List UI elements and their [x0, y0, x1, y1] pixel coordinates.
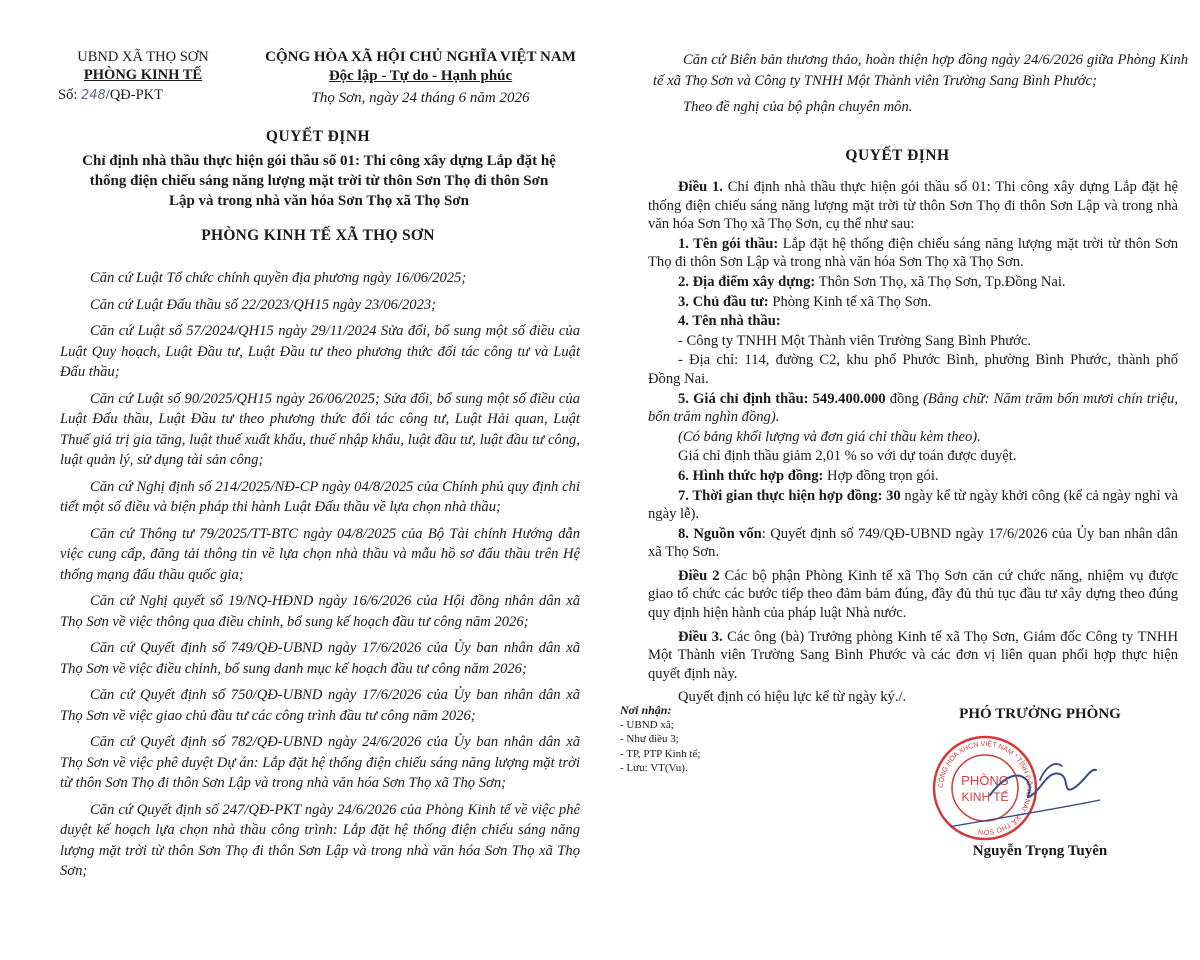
- signer-title: PHÓ TRƯỞNG PHÒNG: [959, 706, 1121, 722]
- price-discount: Giá chỉ định thầu giảm 2,01 % so với dự toán được duyệt.: [678, 448, 1017, 465]
- basis-item: Căn cứ Luật số 57/2024/QH15 ngày 29/11/2024 Sửa đổi, bổ sung một số điều của Luật Quy hoạch, Luật Đầu tư, Luật Đầu tư theo phương thức đối tác công tư và Luật Đấu thầu;: [60, 323, 580, 380]
- recipients-heading: Nơi nhận:: [620, 703, 672, 717]
- funding-source: 8. Nguồn vốn: Quyết định số 749/QĐ-UBND ngày 17/6/2026 của Ủy ban nhân dân xã Thọ Sơn.: [648, 525, 1178, 561]
- basis-item: Căn cứ Biên bản thương thảo, hoàn thiện hợp đồng ngày 24/6/2026 giữa Phòng Kinh tế xã Thọ Sơn và Công ty TNHH Một Thành viên Trường Sang Bình Phước;: [653, 52, 1188, 89]
- basis-item: Theo đề nghị của bộ phận chuyên môn.: [683, 99, 913, 115]
- basis-item: Căn cứ Luật số 90/2025/QH15 ngày 26/06/2025; Sửa đổi, bổ sung một số điều của Luật Đấu thầu, Luật Đầu tư theo phương thức đối tác công tư, Luật Hải quan, Luật Thuế giá trị gia tăng, luật thuế xuất khẩu, thuế nhập khẩu, luật đầu tư, luật đầu tư công, luật quản lý, sử dụng tài sản công;: [60, 390, 580, 468]
- issuer-header: [58, 48, 228, 105]
- article-3: Điều 3. Các ông (bà) Trưởng phòng Kinh tế xã Thọ Sơn, Giám đốc Công ty TNHH Một Thành viên Trường Sang Bình Phước và các đơn vị liên quan phối hợp thực hiện quyết định này.: [648, 628, 1179, 682]
- recipient-item: - UBND xã;: [620, 718, 674, 731]
- recipient-item: - Lưu: VT(Vu).: [620, 762, 688, 774]
- seal-ring-text: CỘNG HÒA XHCN VIỆT NAM * TỈNH ĐỒNG NAI * XÃ THỌ SƠN: [937, 740, 1033, 836]
- recipient-item: - TP, PTP Kinh tế;: [620, 747, 701, 760]
- basis-item: Căn cứ Thông tư 79/2025/TT-BTC ngày 04/8/2025 của Bộ Tài chính Hướng dẫn việc cung cấp, đăng tải thông tin về lựa chọn nhà thầu và mẫu hồ sơ đấu thầu trên Hệ thống mạng đấu thầu quốc gia;: [60, 525, 580, 583]
- basis-item: Căn cứ Luật Tổ chức chính quyền địa phương ngày 16/06/2025;: [90, 270, 467, 286]
- right-legal-basis: [653, 50, 1188, 124]
- contractor-name: - Công ty TNHH Một Thành viên Trường Sang Bình Phước.: [678, 332, 1032, 349]
- place-date: Thọ Sơn, ngày 24 tháng 6 năm 2026: [311, 90, 530, 106]
- agency-name: UBND XÃ THỌ SƠN: [77, 49, 209, 65]
- seal-center-line-2: KINH TẾ: [961, 790, 1009, 804]
- contract-duration: 7. Thời gian thực hiện hợp đồng: 30 ngày kể từ ngày khởi công (kể cả ngày nghỉ và ngày lễ).: [648, 487, 1178, 523]
- effective-clause: Quyết định có hiệu lực kể từ ngày ký./.: [678, 689, 907, 706]
- recipient-item: - Như điều 3;: [620, 733, 679, 745]
- seal-center-line-1: PHÒNG: [961, 773, 1009, 788]
- basis-item: Căn cứ Quyết định số 749/QĐ-UBND ngày 17/6/2026 của Ủy ban nhân dân xã Thọ Sơn về việc điều chỉnh, bổ sung danh mục kế hoạch đầu tư công năm 2026;: [60, 640, 580, 677]
- basis-item: Căn cứ Luật Đấu thầu số 22/2023/QH15 ngày 23/06/2023;: [90, 296, 437, 313]
- signer-name: Nguyễn Trọng Tuyên: [972, 843, 1108, 859]
- document-subject: Chỉ định nhà thầu thực hiện gói thầu số 01: Thi công xây dựng Lắp đặt hệ thống điện chiếu sáng năng lượng mặt trời từ thôn Sơn Thọ đi thôn Sơn Lập và trong nhà văn hóa Sơn Thọ xã Thọ Sơn: [82, 153, 556, 209]
- contract-price: 5. Giá chỉ định thầu: 549.400.000 đồng (Bằng chữ: Năm trăm bốn mươi chín triệu, bốn trăm nghìn đồng).: [648, 390, 1178, 426]
- basis-item: Căn cứ Nghị quyết số 19/NQ-HĐND ngày 16/6/2026 của Hội đồng nhân dân xã Thọ Sơn về việc thông qua điều chỉnh, bổ sung kế hoạch đầu tư công năm 2026;: [60, 593, 580, 630]
- package-name: 1. Tên gói thầu: Lắp đặt hệ thống điện chiếu sáng năng lượng mặt trời từ thôn Sơn Thọ đi thôn Sơn Lập và trong nhà văn hóa Sơn Thọ xã Thọ Sơn.: [648, 235, 1179, 271]
- legal-basis-list: [60, 268, 580, 888]
- project-owner: 3. Chủ đầu tư: Phòng Kinh tế xã Thọ Sơn.: [678, 293, 932, 310]
- construction-site: 2. Địa điểm xây dựng: Thôn Sơn Thọ, xã Thọ Sơn, Tp.Đồng Nai.: [678, 273, 1066, 290]
- document-title: QUYẾT ĐỊNH: [265, 128, 371, 145]
- basis-item: Căn cứ Nghị định số 214/2025/NĐ-CP ngày 04/8/2025 của Chính phủ quy định chi tiết một số điều và biện pháp thi hành Luật Đấu thầu về lựa chọn nhà thầu;: [60, 478, 580, 515]
- price-note: (Có bảng khối lượng và đơn giá chỉ thầu kèm theo).: [678, 428, 981, 445]
- article-2: Điều 2 Các bộ phận Phòng Kinh tế xã Thọ Sơn căn cứ chức năng, nhiệm vụ được giao tổ chức các bước tiếp theo đảm bảm đúng, đầy đủ thủ tục đầu tư xây dựng theo đúng quy định hiện hành của pháp luật Nhà nước.: [648, 567, 1178, 622]
- contractor-heading: 4. Tên nhà thầu:: [678, 313, 781, 330]
- department-name: PHÒNG KINH TẾ: [83, 67, 203, 83]
- nation-name: CỘNG HÒA XÃ HỘI CHỦ NGHĨA VIỆT NAM: [265, 49, 576, 65]
- issuing-authority: PHÒNG KINH TẾ XÃ THỌ SƠN: [201, 227, 435, 244]
- decision-articles: [648, 178, 1178, 708]
- recipients-list: [620, 703, 820, 776]
- basis-item: Căn cứ Quyết định số 750/QĐ-UBND ngày 17/6/2026 của Ủy ban nhân dân xã Thọ Sơn về việc giao chủ đầu tư các công trình đầu tư công năm 2026;: [60, 687, 580, 724]
- basis-item: Căn cứ Quyết định số 247/QĐ-PKT ngày 24/6/2026 của Phòng Kinh tế về việc phê duyệt kế hoạch lựa chọn nhà thầu công trình: Lắp đặt hệ thống điện chiếu sáng năng lượng mặt trời từ thôn Sơn Thọ đi thôn Sơn Lập và trong nhà văn hóa Sơn Thọ xã Thọ Sơn;: [60, 801, 580, 879]
- national-motto: Độc lập - Tự do - Hạnh phúc: [328, 68, 513, 84]
- national-header: [248, 48, 593, 108]
- decision-heading: QUYẾT ĐỊNH: [845, 147, 950, 164]
- document-number: Số: 248/QĐ-PKT: [58, 87, 163, 103]
- contract-type: 6. Hình thức hợp đồng: Hợp đồng trọn gói.: [678, 467, 939, 484]
- article-1: Điều 1. Chỉ định nhà thầu thực hiện gói thầu số 01: Thi công xây dựng Lắp đặt hệ thống điện chiếu sáng năng lượng mặt trời từ thôn Sơn Thọ đi thôn Sơn Lập và trong nhà văn hóa Sơn Thọ xã Thọ Sơn, cụ thể như sau:: [648, 179, 1179, 233]
- contractor-address: - Địa chỉ: 114, đường C2, khu phố Phước Bình, phường Bình Phước, thành phố Đồng Nai.: [648, 352, 1178, 387]
- basis-item: Căn cứ Quyết định số 782/QĐ-UBND ngày 24/6/2026 của Ủy ban nhân dân xã Thọ Sơn về việc phê duyệt Dự án: Lắp đặt hệ thống điện chiếu sáng năng lượng mặt trời từ thôn Sơn Thọ đi thôn Sơn Lập và trong nhà văn hóa Sơn Thọ xã Thọ Sơn;: [60, 734, 580, 791]
- handwritten-number: 248: [80, 88, 106, 103]
- handwritten-signature: [950, 740, 1100, 835]
